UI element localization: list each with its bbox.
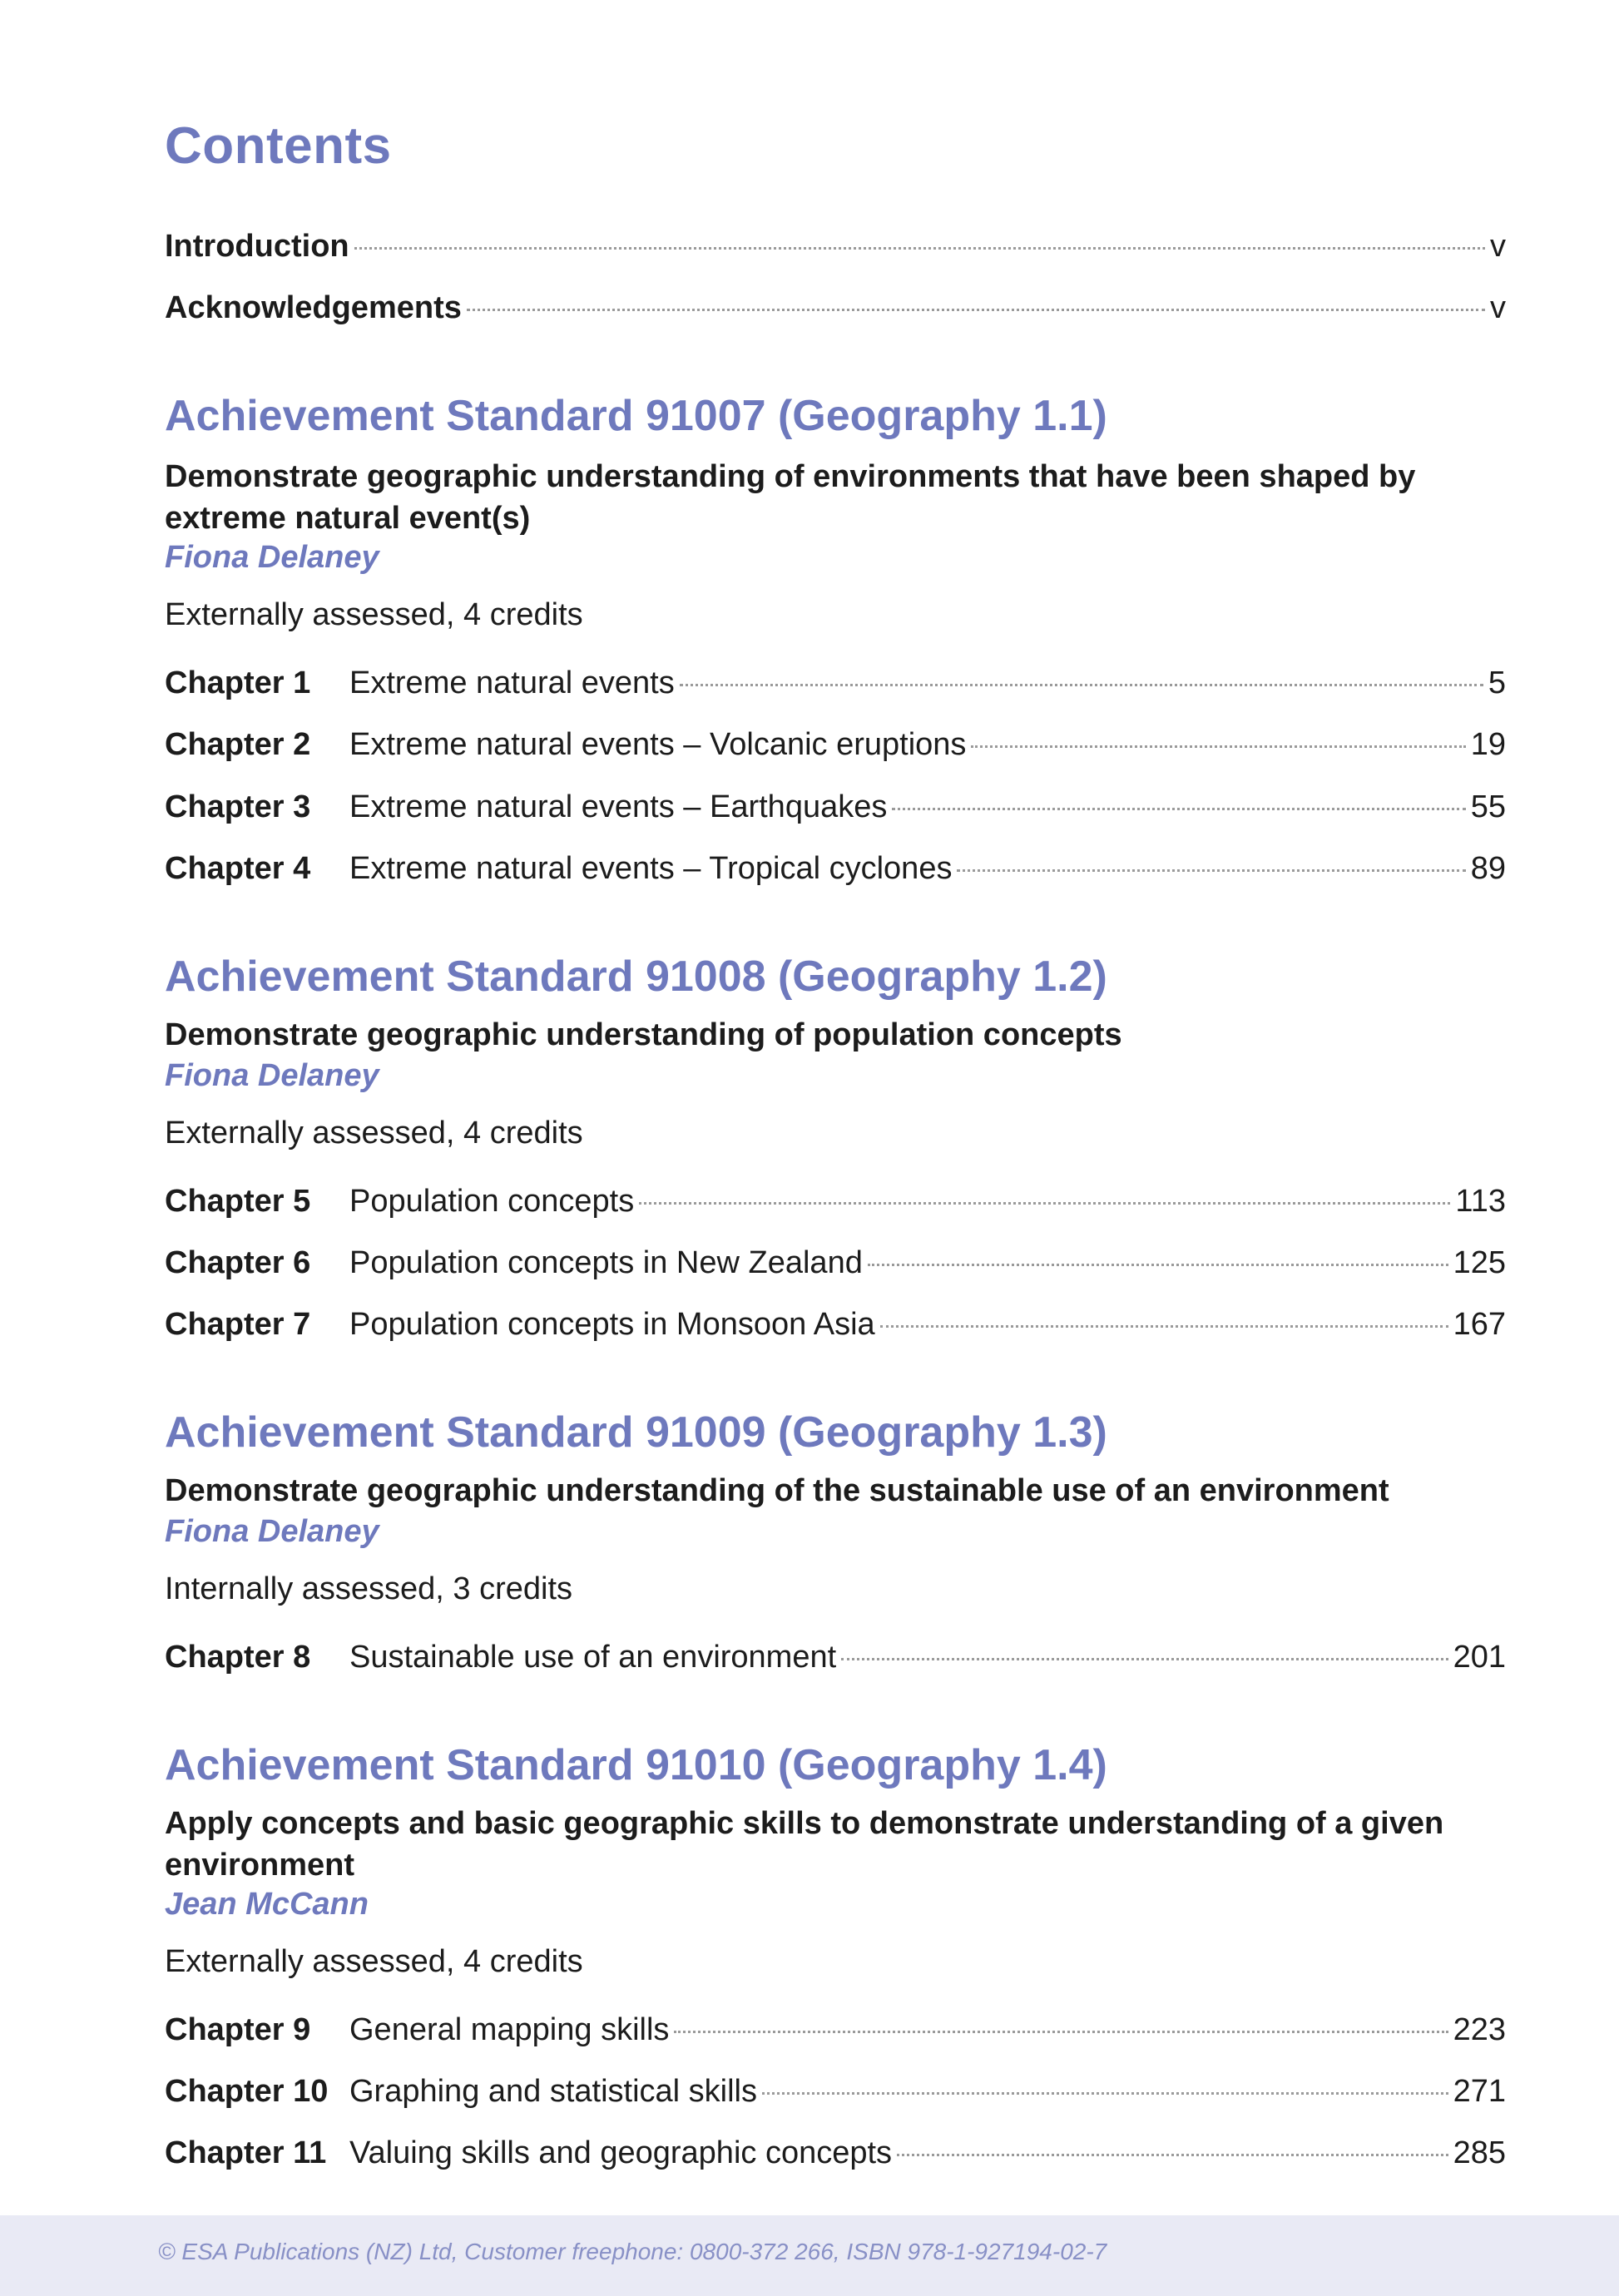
toc-entry-label: Acknowledgements [165,290,462,325]
chapter-label: Chapter 7 [165,1307,311,1342]
toc-entry-chapter-2[interactable] [165,723,1506,766]
toc-entry-chapter-8[interactable] [165,1635,1506,1679]
chapter-title: Extreme natural events [349,666,675,700]
chapter-title: General mapping skills [349,2012,670,2047]
toc-page-number: 5 [1488,666,1506,700]
toc-entry-chapter-6[interactable] [165,1241,1506,1284]
chapter-label: Chapter 11 [165,2135,327,2170]
chapter-label: Chapter 10 [165,2074,329,2109]
dot-leader [354,247,1485,250]
standard-author-91009: Fiona Delaney [165,1514,379,1549]
standard-heading-91009: Achievement Standard 91009 (Geography 1.3) [165,1408,1107,1457]
chapter-label: Chapter 5 [165,1184,311,1219]
chapter-label: Chapter 1 [165,666,311,700]
toc-page-number: 167 [1453,1307,1506,1342]
chapter-label: Chapter 2 [165,727,311,762]
toc-entry-chapter-4[interactable] [165,847,1506,890]
standard-assessment-91008: Externally assessed, 4 credits [165,1116,583,1150]
toc-page-number: v [1490,229,1506,264]
dot-leader [897,2154,1448,2156]
standard-description-91010: Apply concepts and basic geographic skills to demonstrate understanding of a given environment [165,1806,1444,1883]
toc-page-number: 271 [1453,2074,1506,2109]
chapter-title: Extreme natural events – Volcanic eruptions [349,727,967,762]
toc-entry-chapter-10[interactable] [165,2070,1506,2113]
toc-entry-chapter-7[interactable] [165,1303,1506,1346]
dot-leader [639,1202,1450,1205]
toc-page-number: 89 [1470,851,1506,886]
standard-description-91008: Demonstrate geographic understanding of population concepts [165,1017,1122,1052]
chapter-label: Chapter 4 [165,851,311,886]
toc-page-number: 125 [1453,1245,1506,1280]
standard-assessment-91010: Externally assessed, 4 credits [165,1944,583,1979]
standard-author-91007: Fiona Delaney [165,540,379,575]
toc-page-number: 201 [1453,1640,1506,1675]
toc-page-number: 113 [1455,1184,1506,1219]
toc-entry-introduction[interactable] [165,225,1506,268]
dot-leader [880,1325,1448,1328]
toc-entry-chapter-11[interactable] [165,2131,1506,2175]
toc-entry-acknowledgements[interactable] [165,286,1506,329]
toc-entry-chapter-3[interactable] [165,785,1506,829]
dot-leader [957,869,1465,872]
dot-leader [971,745,1465,748]
dot-leader [762,2092,1448,2095]
toc-entry-chapter-5[interactable] [165,1180,1506,1223]
standard-author-91008: Fiona Delaney [165,1058,379,1093]
standard-description-91007: Demonstrate geographic understanding of environments that have been shaped by extreme natural event(s) [165,459,1416,536]
standard-description-91009: Demonstrate geographic understanding of the sustainable use of an environment [165,1473,1389,1508]
standard-heading-91007: Achievement Standard 91007 (Geography 1.1) [165,392,1107,440]
toc-entry-chapter-9[interactable] [165,2008,1506,2051]
chapter-label: Chapter 8 [165,1640,311,1675]
toc-page-number: 55 [1470,789,1506,824]
toc-entry-chapter-1[interactable] [165,661,1506,705]
dot-leader [841,1658,1448,1660]
standard-heading-91010: Achievement Standard 91010 (Geography 1.4) [165,1741,1107,1789]
standard-assessment-91007: Externally assessed, 4 credits [165,597,583,632]
copyright-footer: © ESA Publications (NZ) Ltd, Customer freephone: 0800-372 266, ISBN 978-1-927194-02-7 [158,2239,1107,2264]
chapter-title: Valuing skills and geographic concepts [349,2135,893,2170]
chapter-title: Extreme natural events – Earthquakes [349,789,888,824]
toc-entry-label: Introduction [165,229,349,264]
dot-leader [467,309,1485,311]
toc-page-number: 223 [1453,2012,1506,2047]
chapter-label: Chapter 9 [165,2012,311,2047]
dot-leader [674,2031,1448,2033]
dot-leader [868,1264,1448,1266]
chapter-label: Chapter 6 [165,1245,311,1280]
standard-assessment-91009: Internally assessed, 3 credits [165,1571,573,1606]
page-title: Contents [165,117,392,175]
chapter-title: Sustainable use of an environment [349,1640,837,1675]
chapter-title: Graphing and statistical skills [349,2074,757,2109]
toc-page-number: 285 [1453,2135,1506,2170]
toc-page-number: 19 [1470,727,1506,762]
standard-author-91010: Jean McCann [165,1887,369,1922]
chapter-title: Population concepts in Monsoon Asia [349,1307,875,1342]
toc-page-number: v [1490,290,1506,325]
dot-leader [892,808,1465,810]
standard-heading-91008: Achievement Standard 91008 (Geography 1.2) [165,953,1107,1001]
dot-leader [680,684,1483,686]
chapter-label: Chapter 3 [165,789,311,824]
chapter-title: Population concepts in New Zealand [349,1245,863,1280]
footer-band [0,2215,1619,2296]
chapter-title: Extreme natural events – Tropical cyclones [349,851,953,886]
chapter-title: Population concepts [349,1184,635,1219]
